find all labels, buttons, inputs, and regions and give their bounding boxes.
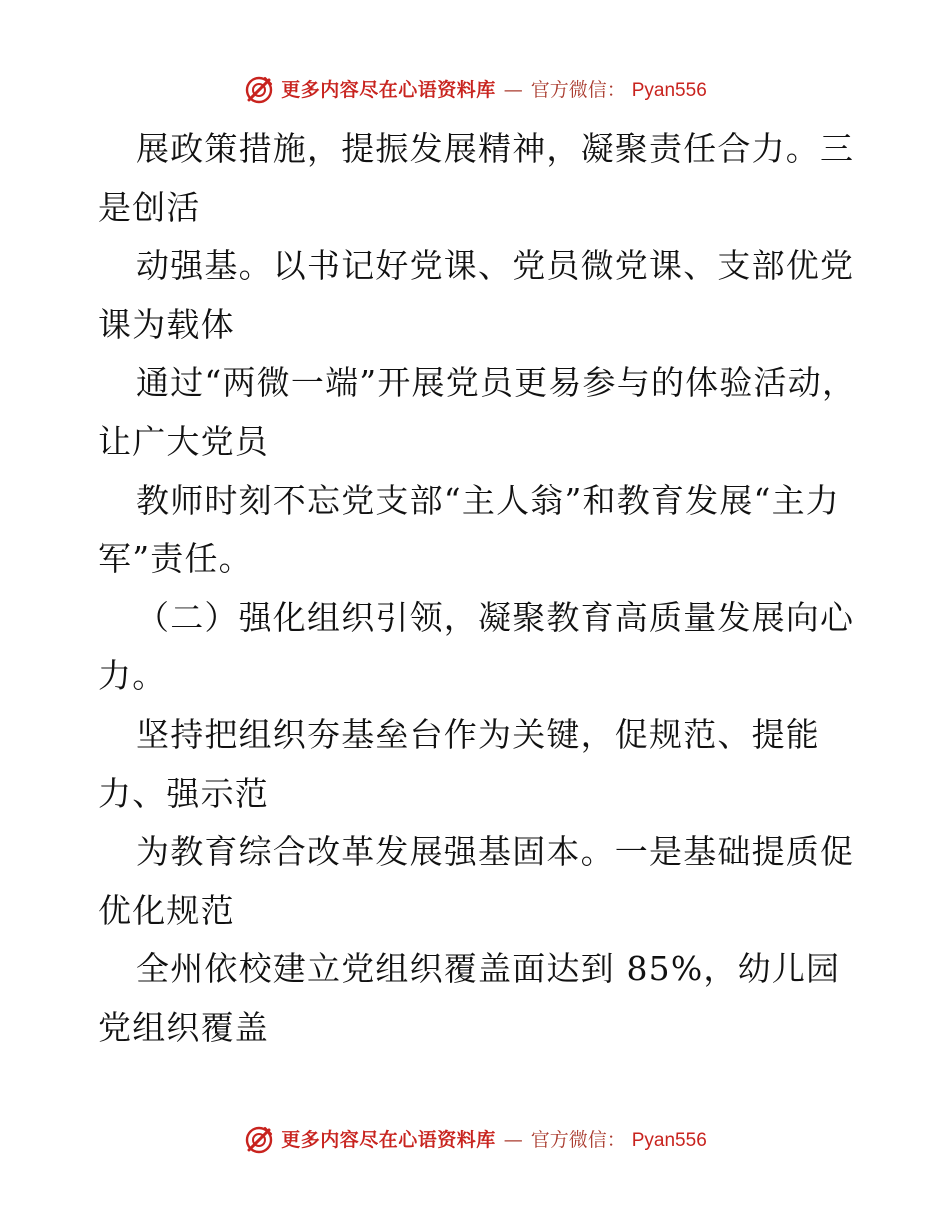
footer-banner-content: [243, 1124, 707, 1156]
document-body: [98, 120, 858, 1058]
footer-banner: [0, 1120, 950, 1160]
banner-wechat-label: 官方微信：: [530, 1128, 626, 1151]
paragraph-1: 展政策措施，提振发展精神，凝聚责任合力。三是创活: [98, 129, 855, 227]
banner-wechat-label: 官方微信：: [530, 78, 626, 101]
paragraph-7: 为教育综合改革发展强基固本。一是基础提质促优化规范: [98, 832, 855, 930]
brand-logo-icon: [243, 74, 275, 106]
banner-brand-text: 更多内容尽在心语资料库: [281, 78, 496, 101]
paragraph-6: 坚持把组织夯基垒台作为关键，促规范、提能力、强示范: [98, 714, 820, 813]
header-banner: [0, 70, 950, 110]
paragraph-3: 通过“两微一端”开展党员更易参与的体验活动，让广大党员: [98, 363, 857, 461]
section-heading: （二）强化组织引领，凝聚教育高质量发展向心力。: [98, 597, 855, 696]
paragraph-4: 教师时刻不忘党支部“主人翁”和教育发展“主力军”责任。: [98, 480, 841, 579]
banner-wechat-id: Pyan556: [631, 79, 707, 101]
banner-brand-text: 更多内容尽在心语资料库: [281, 1128, 496, 1151]
banner-separator: —: [503, 1128, 523, 1151]
banner-separator: —: [503, 78, 523, 101]
paragraph-8: 全州依校建立党组织覆盖面达到 85%，幼儿园党组织覆盖: [98, 949, 841, 1047]
banner-wechat-id: Pyan556: [631, 1129, 707, 1151]
paragraph-2: 动强基。以书记好党课、党员微党课、支部优党课为载体: [98, 246, 855, 344]
brand-logo-icon: [243, 1124, 275, 1156]
header-banner-content: [243, 74, 707, 106]
